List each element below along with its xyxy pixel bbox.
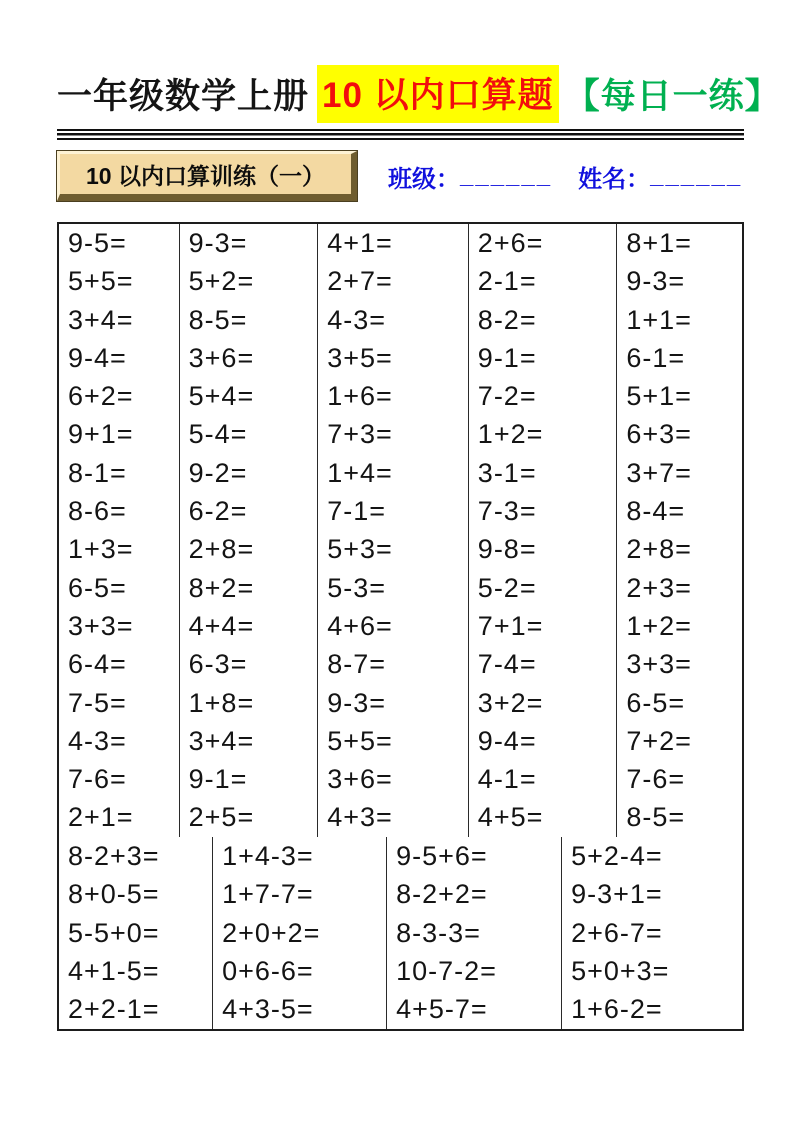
problem-cell: 4-1=: [477, 764, 537, 795]
problem-cell: 4+5=: [477, 802, 544, 833]
problem-cell: 1+1=: [626, 304, 692, 335]
problem-cell: 7-6=: [626, 764, 686, 795]
problem-cell: 5+5=: [327, 725, 393, 756]
problem-cell: 3+4=: [68, 304, 134, 335]
problem-cell: 7-2=: [477, 381, 537, 412]
problem-cell: 8+0-5=: [68, 879, 160, 910]
problem-cell: 1+6=: [327, 381, 393, 412]
problem-cell: 5-5+0=: [68, 917, 160, 948]
problem-column: [469, 224, 618, 837]
problem-cell: 9-5+6=: [396, 840, 488, 871]
problem-cell: 9-8=: [477, 534, 537, 565]
problem-cell: 1+7-7=: [222, 879, 314, 910]
problem-cell: 5+4=: [188, 381, 255, 412]
problem-cell: 6-5=: [626, 687, 686, 718]
problem-cell: 2+3=: [626, 572, 692, 603]
problem-cell: 7+2=: [626, 725, 692, 756]
problem-cell: 3+3=: [68, 610, 134, 641]
problem-cell: 4-3=: [327, 304, 387, 335]
problem-cell: 9-3=: [188, 228, 248, 258]
problem-cell: 7-5=: [68, 687, 127, 718]
name-label: 姓名：: [578, 165, 651, 193]
title-highlighted-text: 10 以内口算题: [317, 65, 559, 123]
problem-cell: 0+6-6=: [222, 955, 314, 986]
problem-cell: 4+4=: [188, 610, 255, 641]
two-term-section: [59, 224, 742, 837]
problem-cell: 7-1=: [327, 496, 387, 527]
problem-cell: 3+2=: [477, 687, 544, 718]
problem-cell: 9-5=: [68, 228, 127, 258]
problem-column: [213, 837, 387, 1029]
title-daily-practice-text: 【每日一练】: [564, 77, 781, 116]
problem-cell: 3+6=: [188, 342, 255, 373]
lesson-title-box: [57, 151, 357, 201]
problem-cell: 8+1=: [626, 228, 692, 258]
problem-cell: 1+3=: [68, 534, 134, 565]
problem-cell: 5-2=: [477, 572, 537, 603]
problem-cell: 4+1-5=: [68, 955, 160, 986]
problem-column: [318, 224, 469, 837]
problem-cell: 5-4=: [188, 419, 248, 450]
problem-column: [59, 224, 180, 837]
problem-cell: 1+8=: [188, 687, 255, 718]
class-label: 班级：: [388, 165, 460, 193]
problem-column: [180, 224, 319, 837]
problem-cell: 7-3=: [477, 496, 537, 527]
problem-column: [562, 837, 742, 1029]
problem-cell: 8+2=: [188, 572, 255, 603]
lesson-title-label: 10 以内口算训练（一）: [86, 162, 325, 189]
problem-cell: 3+6=: [327, 764, 393, 795]
problem-cell: 6-1=: [626, 342, 686, 373]
problem-cell: 6+2=: [68, 381, 134, 412]
problem-cell: 10-7-2=: [396, 955, 497, 986]
problem-cell: 5+0+3=: [571, 955, 670, 986]
problem-cell: 6-3=: [188, 649, 248, 680]
title-grade-text: 一年级数学上册: [57, 77, 310, 116]
problem-cell: 3+7=: [626, 457, 692, 488]
problem-cell: 1+2=: [477, 419, 544, 450]
problem-cell: 6-2=: [188, 496, 248, 527]
problem-cell: 1+4=: [327, 457, 393, 488]
problem-cell: 5-3=: [327, 572, 387, 603]
problem-cell: 5+2=: [188, 266, 255, 297]
problem-cell: 9-1=: [477, 342, 537, 373]
class-blank-field: ______: [460, 162, 553, 189]
problem-cell: 8-2+3=: [68, 840, 160, 871]
problem-column: [59, 837, 213, 1029]
problem-cell: 1+4-3=: [222, 840, 314, 871]
problem-cell: 3+5=: [327, 342, 393, 373]
problem-cell: 2+2-1=: [68, 994, 160, 1025]
problem-cell: 8-1=: [68, 457, 127, 488]
problem-cell: 6-4=: [68, 649, 127, 680]
problem-cell: 8-3-3=: [396, 917, 481, 948]
problem-cell: 7-4=: [477, 649, 537, 680]
problem-cell: 8-7=: [327, 649, 387, 680]
problem-cell: 5+1=: [626, 381, 692, 412]
problem-cell: 8-5=: [626, 802, 686, 833]
problem-cell: 9-4=: [68, 342, 127, 373]
problem-cell: 2-1=: [477, 266, 537, 297]
problem-cell: 9-1=: [188, 764, 248, 795]
name-blank-field: ______: [650, 162, 743, 189]
problem-column: [387, 837, 562, 1029]
header-divider: [57, 129, 744, 140]
problem-cell: 9+1=: [68, 419, 134, 450]
problem-cell: 9-3=: [327, 687, 387, 718]
problem-cell: 7-6=: [68, 764, 127, 795]
problem-cell: 4+3-5=: [222, 994, 314, 1025]
problem-cell: 9-4=: [477, 725, 537, 756]
problem-cell: 1+2=: [626, 610, 692, 641]
problem-cell: 3-1=: [477, 457, 537, 488]
problem-cell: 9-2=: [188, 457, 248, 488]
problem-cell: 8-5=: [188, 304, 248, 335]
student-info-row: [388, 151, 742, 201]
problem-cell: 5+2-4=: [571, 840, 663, 871]
problem-cell: 4+3=: [327, 802, 393, 833]
problem-cell: 2+8=: [626, 534, 692, 565]
problem-cell: 5+3=: [327, 534, 393, 565]
problem-cell: 8-4=: [626, 496, 686, 527]
problem-cell: 8-6=: [68, 496, 127, 527]
problem-cell: 2+0+2=: [222, 917, 321, 948]
problem-cell: 2+6=: [477, 228, 544, 258]
page-title: [57, 66, 781, 122]
problem-column: [617, 224, 742, 837]
problem-cell: 7+1=: [477, 610, 544, 641]
problem-cell: 4+1=: [327, 228, 393, 258]
problem-cell: 6-5=: [68, 572, 127, 603]
problem-cell: 7+3=: [327, 419, 393, 450]
problem-cell: 6+3=: [626, 419, 692, 450]
problem-cell: 9-3=: [626, 266, 686, 297]
problem-cell: 8-2+2=: [396, 879, 488, 910]
three-term-section: [59, 837, 742, 1029]
problem-cell: 4+5-7=: [396, 994, 488, 1025]
problem-cell: 3+4=: [188, 725, 255, 756]
problem-cell: 2+6-7=: [571, 917, 663, 948]
problem-cell: 4+6=: [327, 610, 393, 641]
problem-table: [57, 222, 744, 1031]
problem-cell: 4-3=: [68, 725, 127, 756]
problem-cell: 8-2=: [477, 304, 537, 335]
problem-cell: 2+1=: [68, 802, 134, 833]
problem-cell: 1+6-2=: [571, 994, 663, 1025]
problem-cell: 5+5=: [68, 266, 134, 297]
problem-cell: 2+7=: [327, 266, 393, 297]
problem-cell: 2+5=: [188, 802, 255, 833]
problem-cell: 2+8=: [188, 534, 255, 565]
problem-cell: 3+3=: [626, 649, 692, 680]
problem-cell: 9-3+1=: [571, 879, 663, 910]
